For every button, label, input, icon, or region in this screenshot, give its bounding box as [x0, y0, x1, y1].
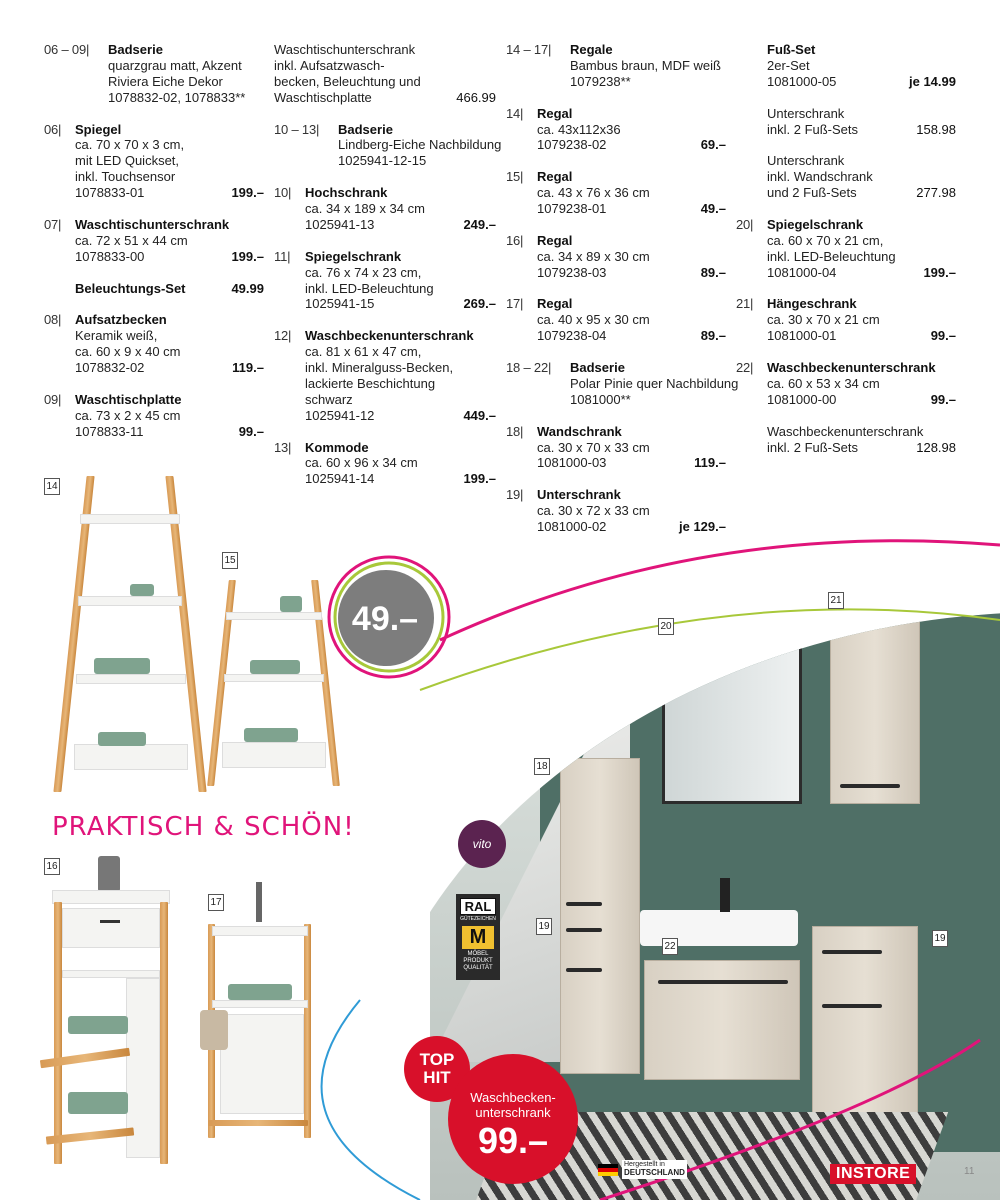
item-detail: 1079238** — [570, 73, 631, 89]
item-number: 08| — [44, 312, 62, 328]
toothbrush-cup-icon — [98, 856, 120, 892]
item-article-number: 1079238-02 — [537, 137, 607, 153]
item-detail: Keramik weiß, — [75, 328, 158, 344]
item-number: 12| — [274, 328, 292, 344]
listing-item — [506, 42, 726, 90]
item-detail: inkl. LED-Beleuchtung — [767, 248, 896, 264]
headline: PRAKTISCH & SCHÖN! — [52, 812, 355, 842]
listing-item — [274, 185, 496, 233]
item-title: Spiegel — [75, 121, 122, 137]
listing-item — [736, 153, 956, 201]
item-detail: ca. 81 x 61 x 47 cm, — [305, 344, 422, 360]
item-number: 21| — [736, 296, 754, 312]
item-title: Badserie — [570, 360, 625, 376]
listing-item — [506, 424, 726, 472]
item-number: 18| — [506, 423, 524, 439]
item-price: 128.98 — [916, 439, 956, 455]
item-article-number: inkl. 2 Fuß-Sets — [767, 121, 859, 137]
item-number: 13| — [274, 439, 292, 455]
image-label-15: 15 — [222, 552, 238, 569]
item-price: 466.99 — [456, 89, 496, 105]
item-title: Hochschrank — [305, 185, 388, 201]
item-detail: ca. 60 x 53 x 34 cm — [767, 375, 880, 391]
item-number: 06| — [44, 121, 62, 137]
item-detail: ca. 43x112x36 — [537, 121, 621, 137]
item-number — [736, 106, 767, 138]
item-detail: ca. 70 x 70 x 3 cm, — [75, 137, 185, 153]
item-article-number: 1081000-04 — [767, 264, 837, 280]
item-title: Waschbeckenunterschrank — [305, 328, 474, 344]
item-detail: ca. 43 x 76 x 36 cm — [537, 185, 650, 201]
listing-item — [506, 233, 726, 281]
item-price: je 14.99 — [909, 73, 956, 89]
item-detail: Bambus braun, MDF weiß — [570, 57, 721, 73]
listing-item — [44, 42, 264, 106]
listing-item — [506, 360, 739, 408]
listing-item — [274, 121, 502, 170]
item-price: je 129.– — [679, 519, 726, 535]
listing-item — [736, 42, 956, 90]
item-price: 119.– — [232, 360, 264, 376]
listing-item — [44, 392, 264, 440]
item-detail: ca. 30 x 70 x 33 cm — [537, 439, 650, 455]
image-label-19: 19 — [536, 918, 552, 935]
item-title: Fuß-Set — [767, 42, 816, 57]
item-number — [736, 424, 767, 456]
item-number: 14| — [506, 105, 524, 121]
item-detail: inkl. Wandschrank — [767, 169, 873, 185]
item-detail: Lindberg-Eiche Nachbildung — [338, 137, 502, 153]
item-detail: schwarz — [305, 391, 353, 407]
item-price: 199.– — [463, 471, 496, 487]
listing-item — [274, 42, 496, 106]
item-article-number: 1025941-12 — [305, 407, 375, 423]
item-number: 06 – 09| — [44, 42, 90, 57]
item-article-number: 1081000-05 — [767, 73, 837, 89]
image-label-20: 20 — [658, 618, 674, 635]
listing-item — [506, 487, 726, 535]
item-detail: becken, Beleuchtung und — [274, 73, 421, 89]
item-article-number: 1081000-01 — [767, 328, 837, 344]
listing-item — [506, 106, 726, 154]
instore-logo: INSTORE — [830, 1164, 916, 1184]
item-title: Badserie — [108, 42, 163, 57]
image-label-19-right: 19 — [932, 930, 948, 947]
item-detail: inkl. Mineralguss-Becken, — [305, 360, 454, 376]
ral-quality-seal: RAL GÜTEZEICHEN M MÖBEL PRODUKT QUALITÄT — [456, 894, 500, 980]
item-article-number: 1078833-00 — [75, 248, 145, 264]
top-hit-badge: TOP HIT — [404, 1036, 470, 1102]
item-detail: ca. 60 x 96 x 34 cm — [305, 455, 418, 471]
item-detail: 1078832-02, 1078833** — [108, 89, 246, 105]
item-article-number: 1079238-01 — [537, 201, 607, 217]
vito-logo: vito — [458, 820, 506, 868]
item-price: 269.– — [463, 296, 496, 312]
listing-item — [506, 296, 726, 344]
item-detail: Unterschrank — [767, 105, 845, 121]
page-number: 11 — [964, 1166, 975, 1177]
item-title: Badserie — [338, 121, 393, 137]
listing-item — [44, 312, 264, 376]
item-article-number: und 2 Fuß-Sets — [767, 185, 857, 201]
item-price: 89.– — [700, 328, 726, 344]
item-price: 199.– — [923, 264, 956, 280]
item-detail: quarzgrau matt, Akzent — [108, 57, 242, 73]
made-in-germany-label: Hergestellt in DEUTSCHLAND — [598, 1160, 687, 1179]
item-number: 17| — [506, 296, 524, 312]
item-article-number: 1025941-13 — [305, 216, 375, 232]
item-number: 16| — [506, 232, 524, 248]
item-number: 20| — [736, 216, 754, 232]
item-detail: Unterschrank — [767, 153, 845, 169]
item-detail: ca. 34 x 89 x 30 cm — [537, 248, 650, 264]
listing-item — [274, 249, 496, 313]
item-number: 11| — [274, 248, 291, 264]
item-detail: Riviera Eiche Dekor — [108, 73, 223, 89]
item-article-number: 1079238-04 — [537, 328, 607, 344]
item-title: Waschtischunterschrank — [75, 216, 230, 232]
item-price: 119.– — [694, 455, 726, 471]
item-article-number: 1025941-15 — [305, 296, 375, 312]
item-detail: ca. 30 x 70 x 21 cm — [767, 312, 880, 328]
item-article-number: Waschtischplatte — [274, 89, 372, 105]
item-number: 09| — [44, 391, 62, 407]
shelf-14-image — [62, 476, 202, 796]
item-number: 22| — [736, 360, 754, 376]
listing-item — [506, 169, 726, 217]
item-detail: ca. 34 x 189 x 34 cm — [305, 201, 425, 217]
item-title: Hängeschrank — [767, 296, 857, 312]
item-detail: Polar Pinie quer Nachbildung — [570, 375, 739, 391]
item-price: 99.– — [930, 328, 956, 344]
item-detail: inkl. Aufsatzwasch- — [274, 57, 385, 73]
item-number: 15| — [506, 169, 524, 185]
listing-item — [274, 328, 496, 423]
image-label-14: 14 — [44, 478, 60, 495]
listing-item — [736, 424, 956, 456]
listing-item — [44, 217, 264, 265]
item-detail: ca. 76 x 74 x 23 cm, — [305, 264, 422, 280]
item-price: 199.– — [231, 185, 264, 201]
item-title: Regal — [537, 296, 573, 312]
item-number — [736, 153, 767, 201]
shelf-15-image — [210, 580, 340, 790]
item-number: 10| — [274, 185, 292, 201]
item-number: 14 – 17| — [506, 42, 552, 57]
item-title: Spiegelschrank — [305, 248, 402, 264]
item-title: Wandschrank — [537, 423, 622, 439]
item-article-number: 1081000-00 — [767, 391, 837, 407]
item-title: Regale — [570, 42, 613, 57]
item-detail: 1081000** — [570, 391, 631, 407]
item-price: 89.– — [700, 264, 726, 280]
item-title: Regal — [537, 232, 573, 248]
german-flag-icon — [598, 1164, 618, 1176]
item-detail: mit LED Quickset, — [75, 153, 180, 169]
sink-cabinet-price-badge: Waschbecken- unterschrank 99.– — [448, 1054, 578, 1184]
image-label-22: 22 — [662, 938, 678, 955]
item-article-number: 1078833-11 — [75, 423, 144, 439]
item-detail: inkl. LED-Beleuchtung — [305, 280, 434, 296]
listing-column-1 — [44, 42, 264, 455]
item-detail: ca. 60 x 9 x 40 cm — [75, 344, 181, 360]
item-detail: Waschbeckenunterschrank — [767, 423, 924, 439]
listing-column-2 — [274, 42, 502, 503]
listing-column-4 — [736, 42, 956, 471]
shelf-17-image — [198, 880, 322, 1142]
item-article-number: 1081000-03 — [537, 455, 607, 471]
item-price: 49.– — [700, 201, 726, 217]
item-detail: Waschtischunterschrank — [274, 42, 416, 57]
item-title: Beleuchtungs-Set — [75, 280, 186, 296]
item-article-number: inkl. 2 Fuß-Sets — [767, 439, 859, 455]
item-number — [736, 42, 767, 90]
listing-column-3 — [506, 42, 739, 551]
item-detail: ca. 72 x 51 x 44 cm — [75, 232, 188, 248]
image-label-21: 21 — [828, 592, 844, 609]
item-title: Waschtischplatte — [75, 391, 182, 407]
item-price: 199.– — [231, 248, 264, 264]
item-number: 10 – 13| — [274, 121, 320, 137]
shelf-16-image — [40, 836, 180, 1166]
item-detail: ca. 60 x 70 x 21 cm, — [767, 232, 884, 248]
listing-item — [736, 106, 956, 138]
listing-item — [736, 296, 956, 344]
item-price: 249.– — [463, 216, 496, 232]
item-title: Regal — [537, 105, 573, 121]
image-label-18: 18 — [534, 758, 550, 775]
item-number — [44, 281, 75, 297]
item-article-number: 1079238-03 — [537, 264, 607, 280]
item-number: 18 – 22| — [506, 360, 552, 376]
price-badge-49: 49.– — [351, 600, 419, 638]
listing-item — [736, 360, 956, 408]
listing-item — [736, 217, 956, 281]
item-number: 07| — [44, 216, 62, 232]
image-label-17: 17 — [208, 894, 224, 911]
listing-item — [274, 440, 496, 488]
item-article-number: 1078832-02 — [75, 360, 145, 376]
item-price: 69.– — [700, 137, 726, 153]
item-title: Unterschrank — [537, 487, 621, 503]
item-title: Spiegelschrank — [767, 216, 864, 232]
item-detail: 2er-Set — [767, 57, 810, 73]
item-title: Kommode — [305, 439, 369, 455]
item-price: 99.– — [238, 423, 264, 439]
item-price: 99.– — [930, 391, 956, 407]
item-detail: 1025941-12-15 — [338, 153, 427, 169]
item-detail: ca. 40 x 95 x 30 cm — [537, 312, 650, 328]
faucet-icon — [720, 878, 730, 912]
item-detail: lackierte Beschichtung — [305, 375, 436, 391]
item-article-number: 1025941-14 — [305, 471, 375, 487]
item-title: Regal — [537, 169, 573, 185]
item-detail: inkl. Touchsensor — [75, 169, 176, 185]
item-article-number: 1081000-02 — [537, 519, 607, 535]
item-detail: ca. 73 x 2 x 45 cm — [75, 407, 181, 423]
item-title: Aufsatzbecken — [75, 312, 167, 328]
listing-item — [44, 281, 264, 297]
item-title: Waschbeckenunterschrank — [767, 360, 936, 376]
item-number: 19| — [506, 487, 524, 503]
listing-item — [44, 122, 264, 202]
item-article-number: 1078833-01 — [75, 185, 145, 201]
item-price: 277.98 — [916, 185, 956, 201]
item-price: 449.– — [463, 407, 496, 423]
image-label-16: 16 — [44, 858, 60, 875]
item-price: 49.99 — [231, 280, 264, 296]
item-price: 158.98 — [916, 121, 956, 137]
item-detail: ca. 30 x 72 x 33 cm — [537, 503, 650, 519]
